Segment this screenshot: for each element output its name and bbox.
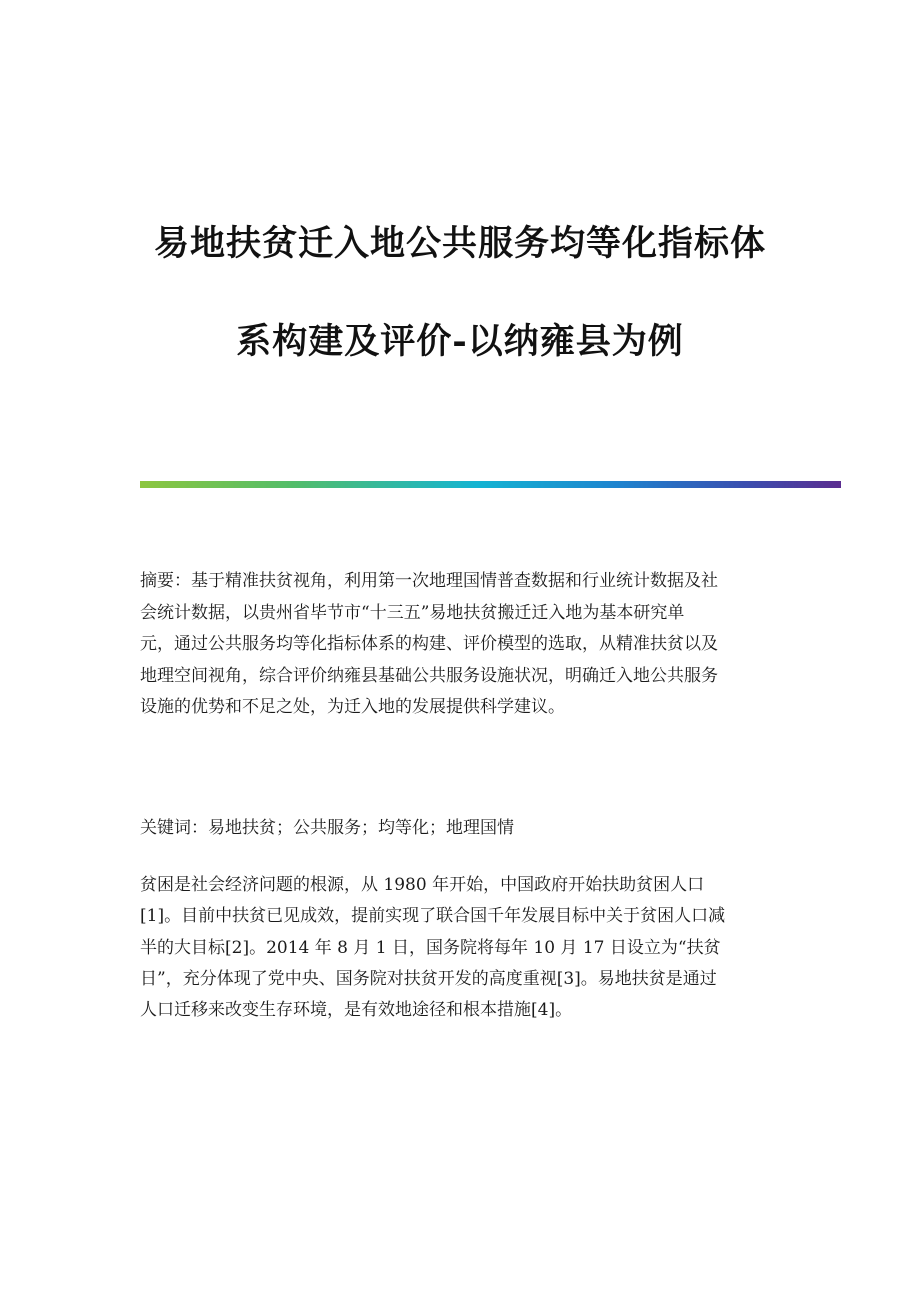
abstract	[140, 565, 790, 723]
paragraph-line: 人口迁移来改变生存环境，是有效地途径和根本措施[4]。	[140, 1000, 573, 1021]
abstract-line: 设施的优势和不足之处，为迁入地的发展提供科学建议。	[140, 697, 565, 717]
keywords	[140, 812, 790, 844]
paragraph-line: 日”，充分体现了党中央、国务院对扶贫开发的高度重视[3]。易地扶贫是通过	[140, 968, 717, 989]
keywords-line: 关键词：易地扶贫；公共服务；均等化；地理国情	[140, 818, 514, 838]
paragraph-line: 半的大目标[2]。2014 年 8 月 1 日，国务院将每年 10 月 17 日设立为“扶贫	[140, 937, 721, 958]
title-line-2: 系构建及评价-以纳雍县为例	[236, 321, 684, 362]
abstract-line: 会统计数据，以贵州省毕节市“十三五”易地扶贫搬迁迁入地为基本研究单	[140, 602, 685, 623]
paragraph-line: 贫困是社会经济问题的根源，从 1980 年开始，中国政府开始扶助贫困人口	[140, 875, 705, 895]
body-paragraph	[140, 869, 790, 1025]
title-line-1: 易地扶贫迁入地公共服务均等化指标体	[153, 223, 766, 264]
gradient-divider	[140, 481, 841, 488]
abstract-line: 元，通过公共服务均等化指标体系的构建、评价模型的选取，从精准扶贫以及	[140, 634, 718, 654]
abstract-line: 地理空间视角，综合评价纳雍县基础公共服务设施状况，明确迁入地公共服务	[140, 665, 718, 686]
abstract-line: 摘要：基于精准扶贫视角，利用第一次地理国情普查数据和行业统计数据及社	[140, 571, 718, 591]
paragraph-line: [1]。目前中扶贫已见成效，提前实现了联合国千年发展目标中关于贫困人口减	[140, 906, 726, 927]
